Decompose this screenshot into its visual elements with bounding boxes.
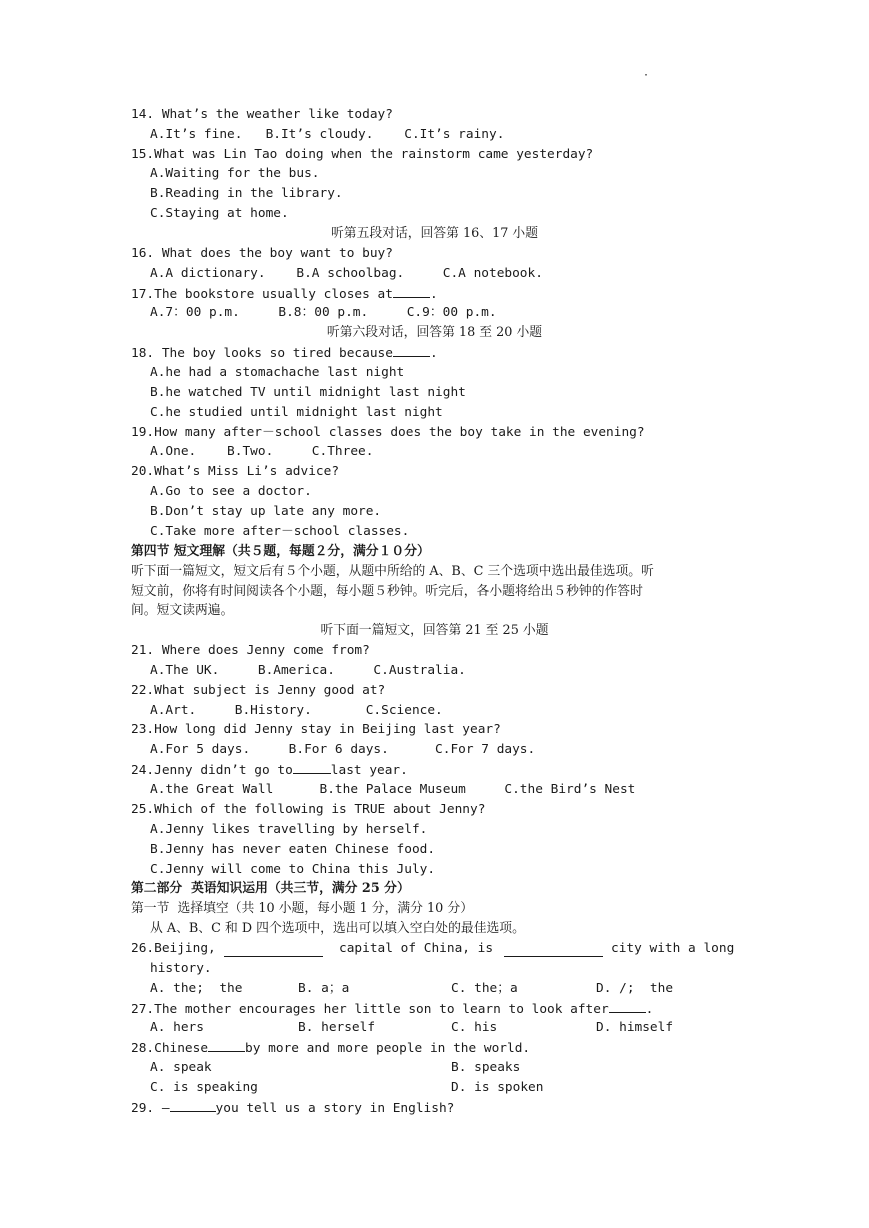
question-29 [131, 1098, 454, 1118]
option-20c: C.Take more after－school classes. [150, 524, 410, 539]
section-heading-passage: 听下面一篇短文，回答第 21 至 25 小题 [320, 623, 549, 638]
option-15b: B.Reading in the library. [150, 186, 343, 201]
option-26c: C. the；a [451, 981, 518, 996]
question-16: 16. What does the boy want to buy? [131, 246, 393, 261]
question-27-text: 27.The mother encourages her little son to learn to look after [131, 1002, 609, 1017]
answer-blank [609, 999, 646, 1013]
question-21: 21. Where does Jenny come from? [131, 643, 370, 658]
question-19: 19.How many after－school classes does the boy take in the evening? [131, 425, 645, 440]
corner-mark: · [643, 70, 650, 81]
option-25a: A.Jenny likes travelling by herself. [150, 822, 428, 837]
section-heading-dialogue-6: 听第六段对话，回答第 18 至 20 小题 [326, 325, 543, 340]
answer-blank [393, 343, 430, 357]
part-two-heading: 第二部分 英语知识运用（共三节，满分 25 分） [131, 881, 410, 896]
option-18b: B.he watched TV until midnight last night [150, 385, 466, 400]
answer-blank [224, 943, 323, 957]
option-18c: C.he studied until midnight last night [150, 405, 443, 420]
option-20a: A.Go to see a doctor. [150, 484, 312, 499]
question-24-text: 24.Jenny didn’t go to [131, 763, 293, 778]
options-27 [150, 1018, 720, 1038]
instructions-line-3: 间。短文读两遍。 [131, 603, 234, 618]
question-28-text: 28.Chinese [131, 1041, 209, 1056]
option-26d: D. /; the [596, 981, 674, 996]
question-24-end: last year. [330, 763, 408, 778]
option-27d: D. himself [596, 1020, 674, 1035]
options-17: A.7：00 p.m. B.8：00 p.m. C.9：00 p.m. [150, 305, 497, 320]
options-19: A.One. B.Two. C.Three. [150, 444, 374, 459]
options-22: A.Art. B.History. C.Science. [150, 703, 443, 718]
question-22: 22.What subject is Jenny good at? [131, 683, 386, 698]
option-27b: B. herself [298, 1020, 376, 1035]
question-24 [131, 760, 408, 780]
section-one-heading: 第一节 选择填空（共 10 小题，每小题 1 分，满分 10 分） [131, 901, 473, 916]
option-18a: A.he had a stomachache last night [150, 365, 405, 380]
question-29-end: you tell us a story in English? [215, 1101, 455, 1116]
option-28b: B. speaks [451, 1060, 521, 1075]
answer-blank [393, 284, 430, 298]
question-18 [131, 343, 438, 363]
question-20: 20.What’s Miss Li’s advice? [131, 464, 340, 479]
section-one-instructions: 从 A、B、C 和 D 四个选项中，选出可以填入空白处的最佳选项。 [150, 921, 525, 936]
answer-blank [208, 1038, 245, 1052]
option-15c: C.Staying at home. [150, 206, 289, 221]
question-17-text: 17.The bookstore usually closes at [131, 287, 393, 302]
question-23: 23.How long did Jenny stay in Beijing last year? [131, 722, 501, 737]
option-28a: A. speak [150, 1060, 212, 1075]
instructions-line-2: 短文前，你将有时间阅读各个小题，每小题５秒钟。听完后，各小题将给出５秒钟的作答时 [131, 584, 643, 599]
option-26b: B. a；a [298, 981, 350, 996]
question-28-end: by more and more people in the world. [245, 1041, 531, 1056]
question-15: 15.What was Lin Tao doing when the rainstorm came yesterday? [131, 147, 594, 162]
option-26a: A. the; the [150, 981, 243, 996]
option-25b: B.Jenny has never eaten Chinese food. [150, 842, 436, 857]
option-15a: A.Waiting for the bus. [150, 166, 320, 181]
option-27a: A. hers [150, 1020, 204, 1035]
question-26-continued: history. [150, 961, 212, 976]
question-17-end: . [429, 287, 438, 302]
option-28c: C. is speaking [150, 1080, 258, 1095]
question-27-end: . [645, 1002, 654, 1017]
options-26 [150, 979, 720, 999]
answer-blank [504, 943, 603, 957]
option-25c: C.Jenny will come to China this July. [150, 862, 436, 877]
question-26-start: 26.Beijing, [131, 941, 216, 956]
options-16: A.A dictionary. B.A schoolbag. C.A notebook. [150, 266, 543, 281]
question-26-end: city with a long [611, 941, 735, 956]
options-14: A.It’s fine. B.It’s cloudy. C.It’s rainy. [150, 127, 505, 142]
options-21: A.The UK. B.America. C.Australia. [150, 663, 466, 678]
question-29-text: 29. — [131, 1101, 170, 1116]
section-heading-dialogue-5: 听第五段对话，回答第 16、17 小题 [330, 226, 539, 241]
option-28d: D. is spoken [451, 1080, 544, 1095]
question-27 [131, 999, 653, 1019]
option-27c: C. his [451, 1020, 498, 1035]
question-18-text: 18. The boy looks so tired because [131, 346, 393, 361]
instructions-line-1: 听下面一篇短文，短文后有５个小题，从题中所给的 A、B、C 三个选项中选出最佳选项。听 [131, 564, 654, 579]
answer-blank [170, 1098, 216, 1112]
options-28-row-2 [150, 1078, 720, 1098]
section-four-heading: 第四节 短文理解（共５题，每题２分，满分１０分） [131, 544, 430, 559]
question-28 [131, 1038, 530, 1058]
options-28-row-1 [150, 1058, 720, 1078]
options-23: A.For 5 days. B.For 6 days. C.For 7 days. [150, 742, 536, 757]
question-18-end: . [429, 346, 438, 361]
option-20b: B.Don’t stay up late any more. [150, 504, 382, 519]
answer-blank [293, 760, 331, 774]
question-26-middle: capital of China, is [339, 941, 494, 956]
options-24: A.the Great Wall B.the Palace Museum C.the Bird’s Nest [150, 782, 636, 797]
question-25: 25.Which of the following is TRUE about Jenny? [131, 802, 486, 817]
question-26 [131, 939, 741, 959]
question-17 [131, 284, 438, 304]
question-14: 14. What’s the weather like today? [131, 107, 393, 122]
